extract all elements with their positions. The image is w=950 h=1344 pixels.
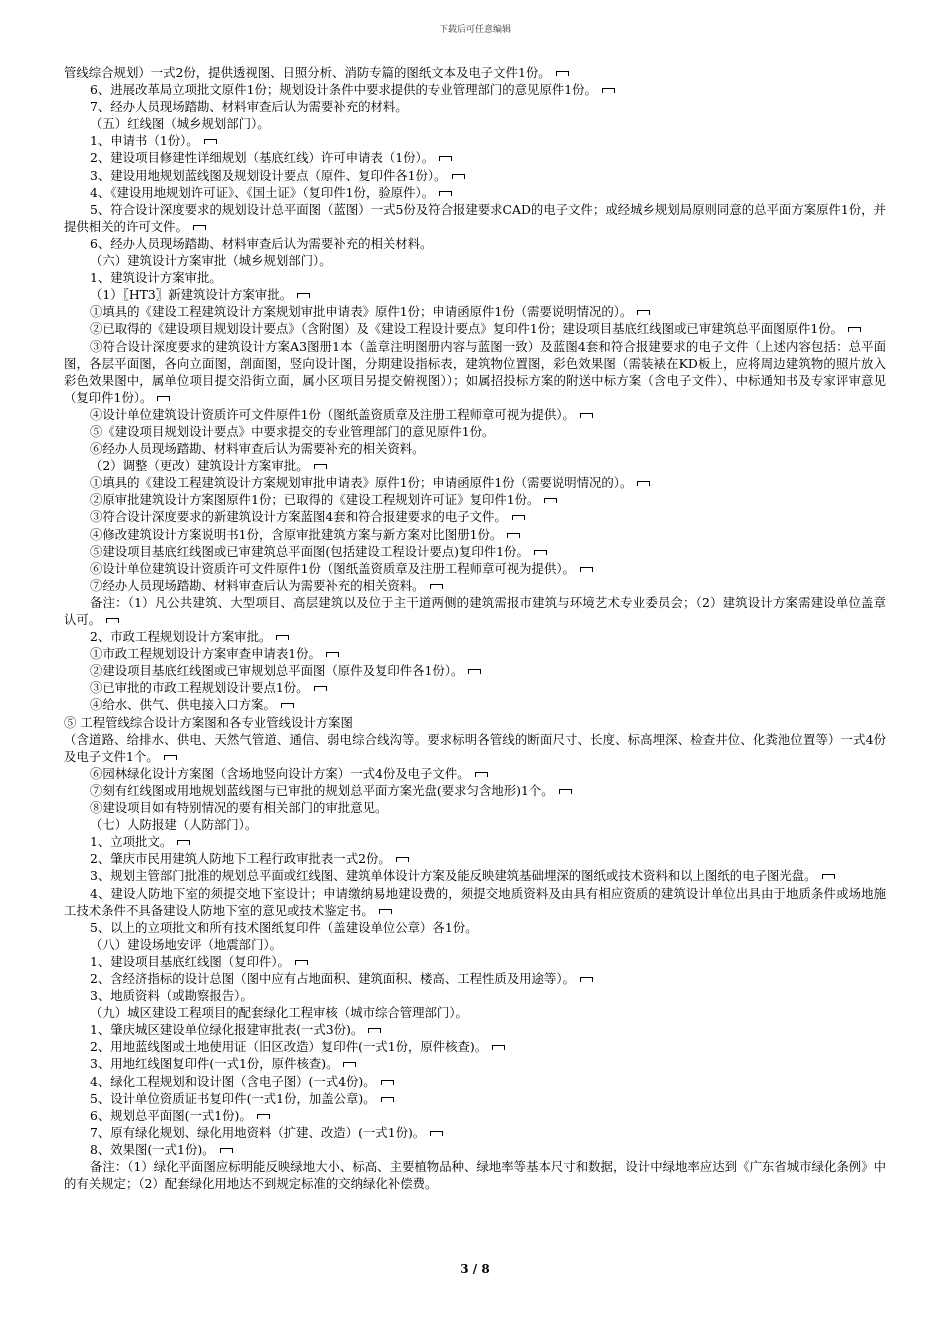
paragraph-text: ⑥设计单位建筑设计资质许可文件原件1份（图纸盖资质章及注册工程师章可视为提供）。 <box>90 560 575 576</box>
paragraph-text: 2、市政工程规划设计方案审批。 <box>90 629 272 645</box>
paragraph-mark-icon <box>157 396 170 401</box>
paragraph-text: 1、立项批文。 <box>90 834 173 850</box>
paragraph-text: 2、建设项目修建性详细规划（基底红线）许可申请表（1份）。 <box>90 150 435 166</box>
paragraph-text: 4、绿化工程规划和设计图（含电子图）(一式4份)。 <box>90 1073 376 1089</box>
paragraph <box>64 696 886 713</box>
paragraph-text: ④给水、供气、供电接入口方案。 <box>90 697 276 713</box>
paragraph-mark-icon <box>368 1028 381 1033</box>
paragraph <box>64 474 886 491</box>
paragraph-mark-icon <box>534 550 547 555</box>
paragraph <box>64 201 886 235</box>
paragraph-text: 3、建设用地规划蓝线图及规划设计要点（原件、复印件各1份）。 <box>90 167 447 183</box>
paragraph-text: ⑤《建设项目规划设计要点》中要求提交的专业管理部门的意见原件1份。 <box>90 423 495 439</box>
paragraph-text: 2、用地蓝线图或土地使用证（旧区改造）复印件(一式1份，原件核查)。 <box>90 1039 488 1055</box>
paragraph <box>64 1004 886 1021</box>
paragraph <box>64 1038 886 1055</box>
paragraph-text: （九）城区建设工程项目的配套绿化工程审核（城市综合管理部门）。 <box>90 1005 468 1021</box>
paragraph <box>64 1124 886 1141</box>
paragraph-text: 7、原有绿化规划、绿化用地资料（扩建、改造）(一式1份)。 <box>90 1124 426 1140</box>
paragraph-mark-icon <box>396 857 409 862</box>
paragraph-text: 4、《建设用地规划许可证》、《国土证》（复印件1份，验原件）。 <box>90 184 435 200</box>
paragraph <box>64 1090 886 1107</box>
paragraph-mark-icon <box>468 669 481 674</box>
paragraph-text: 3、地质资料（或勘察报告）。 <box>90 988 253 1004</box>
paragraph-mark-icon <box>193 225 206 230</box>
paragraph-mark-icon <box>507 533 520 538</box>
paragraph-mark-icon <box>343 1062 356 1067</box>
paragraph <box>64 1073 886 1090</box>
paragraph <box>64 885 886 919</box>
paragraph-mark-icon <box>637 310 650 315</box>
paragraph-text: ⑤ 工程管线综合设计方案图和各专业管线设计方案图 <box>64 714 353 730</box>
paragraph-text: ③符合设计深度要求的新建筑设计方案蓝图4套和符合报建要求的电子文件。 <box>90 509 507 525</box>
paragraph-mark-icon <box>204 139 217 144</box>
paragraph <box>64 286 886 303</box>
paragraph-text: 2、肇庆市民用建筑人防地下工程行政审批表一式2份。 <box>90 851 391 867</box>
paragraph-mark-icon <box>281 703 294 708</box>
paragraph <box>64 628 886 645</box>
paragraph <box>64 338 886 406</box>
paragraph-text: 4、建设人防地下室的须提交地下室设计；申请缴纳易地建设费的，须提交地质资料及由具有相应资质的建筑设计单位出具由于地质条件或场地施工技术条件不具备建设人防地下室的意见或技术鉴定书。 <box>64 885 886 918</box>
paragraph-mark-icon <box>257 1114 270 1119</box>
paragraph-text: ④修改建筑设计方案说明书1份，含原审批建筑方案与新方案对比图册1份。 <box>90 526 503 542</box>
paragraph <box>64 645 886 662</box>
paragraph-text: ③已审批的市政工程规划设计要点1份。 <box>90 680 309 696</box>
paragraph <box>64 440 886 457</box>
paragraph-text: （五）红线图（城乡规划部门）。 <box>90 116 270 132</box>
paragraph-mark-icon <box>492 1045 505 1050</box>
paragraph-mark-icon <box>430 1131 443 1136</box>
paragraph-text: ②已取得的《建设项目规划设计要点》（含附图）及《建设工程设计要点》复印件1份；建设项目基底红线图或已审建筑总平面图原件1份。 <box>90 321 844 337</box>
paragraph-mark-icon <box>475 772 488 777</box>
paragraph <box>64 235 886 252</box>
paragraph-text: 1、肇庆城区建设单位绿化报建审批表(一式3份)。 <box>90 1022 364 1038</box>
paragraph <box>64 731 886 765</box>
paragraph <box>64 1055 886 1072</box>
paragraph-mark-icon <box>177 840 190 845</box>
paragraph-mark-icon <box>556 71 569 76</box>
paragraph <box>64 406 886 423</box>
paragraph <box>64 98 886 115</box>
paragraph-text: 1、建筑设计方案审批。 <box>90 270 222 286</box>
paragraph-mark-icon <box>580 977 593 982</box>
paragraph <box>64 594 886 628</box>
paragraph <box>64 714 886 731</box>
paragraph <box>64 491 886 508</box>
paragraph-mark-icon <box>559 789 572 794</box>
paragraph <box>64 577 886 594</box>
paragraph-text: 3、用地红线图复印件(一式1份，原件核查)。 <box>90 1056 339 1072</box>
paragraph-mark-icon <box>602 88 615 93</box>
paragraph-text: 7、经办人员现场踏勘、材料审查后认为需要补充的材料。 <box>90 99 408 115</box>
paragraph-text: ⑧建设项目如有特别情况的要有相关部门的审批意见。 <box>90 800 388 816</box>
paragraph <box>64 662 886 679</box>
paragraph-mark-icon <box>430 584 443 589</box>
paragraph-text: 8、效果图(一式1份)。 <box>90 1141 215 1157</box>
paragraph-text: ⑦经办人员现场踏勘、材料审查后认为需要补充的相关资料。 <box>90 577 425 593</box>
paragraph-text: （六）建筑设计方案审批（城乡规划部门）。 <box>90 253 332 269</box>
paragraph-text: 备注：（1）绿化平面图应标明能反映绿地大小、标高、主要植物品种、绿地率等基本尺寸和数据，设计中绿地率应达到《广东省城市绿化条例》中的有关规定；（2）配套绿化用地达不到规定标准的交纳绿化补偿费。 <box>64 1159 886 1192</box>
paragraph-text: ⑥经办人员现场踏勘、材料审查后认为需要补充的相关资料。 <box>90 441 425 457</box>
paragraph-text: ④设计单位建筑设计资质许可文件原件1份（图纸盖资质章及注册工程师章可视为提供）。 <box>90 406 575 422</box>
page-number: 3 / 8 <box>460 1262 490 1276</box>
paragraph <box>64 867 886 884</box>
paragraph-mark-icon <box>220 1148 233 1153</box>
paragraph-mark-icon <box>326 652 339 657</box>
document-body <box>64 64 886 1192</box>
paragraph <box>64 560 886 577</box>
paragraph-mark-icon <box>314 464 327 469</box>
paragraph-text: 1、建设项目基底红线图（复印件）。 <box>90 953 290 969</box>
paragraph-mark-icon <box>452 174 465 179</box>
paragraph-text: ③符合设计深度要求的建筑设计方案A3图册1本（盖章注明图册内容与蓝图一致）及蓝图4套和符合报建要求的电子文件（上述内容包括：总平面图，各层平面图，各向立面图，剖面图，竖向设计图，分期建设指标表，建筑物位置图，彩色效果图（需装裱在KD板上，应将周边建筑物的照片放入彩色效果图中，属单位项目提交沿街立面，属小区项目另提交俯视图））；如属招投标方案的附送中标方案（含电子文件）、中标通知书及专家评审意见（复印件1份）。 <box>64 338 886 405</box>
paragraph <box>64 167 886 184</box>
paragraph-mark-icon <box>276 635 289 640</box>
paragraph <box>64 508 886 525</box>
paragraph-mark-icon <box>297 293 310 298</box>
paragraph <box>64 919 886 936</box>
paragraph-text: ①填具的《建设工程建筑设计方案规划审批申请表》原件1份；申请函原件1份（需要说明情况的）。 <box>90 304 633 320</box>
paragraph-mark-icon <box>822 874 835 879</box>
paragraph-text: 6、进展改革局立项批文原件1份；规划设计条件中要求提供的专业管理部门的意见原件1份。 <box>90 82 597 98</box>
paragraph <box>64 269 886 286</box>
paragraph-text: （含道路、给排水、供电、天然气管道、通信、弱电综合线沟等。要求标明各管线的断面尺寸、长度、标高埋深、检查井位、化粪池位置等）一式4份及电子文件1个。 <box>64 731 886 764</box>
paragraph <box>64 303 886 320</box>
paragraph-mark-icon <box>439 191 452 196</box>
paragraph-mark-icon <box>314 686 327 691</box>
paragraph-text: 6、经办人员现场踏勘、材料审查后认为需要补充的相关材料。 <box>90 235 433 251</box>
paragraph-mark-icon <box>512 515 525 520</box>
paragraph <box>64 1158 886 1192</box>
paragraph-text: ⑦刻有红线图或用地规划蓝线图与已审批的规划总平面方案光盘(要求匀含地形)1个。 <box>90 782 554 798</box>
paragraph-mark-icon <box>580 567 593 572</box>
paragraph-text: 备注：（1）凡公共建筑、大型项目、高层建筑以及位于主干道两侧的建筑需报市建筑与环境艺术专业委员会；（2）建筑设计方案需建设单位盖章认可。 <box>64 594 886 627</box>
paragraph-text: 2、含经济指标的设计总图（图中应有占地面积、建筑面积、楼高、工程性质及用途等）。 <box>90 970 575 986</box>
paragraph <box>64 987 886 1004</box>
paragraph <box>64 833 886 850</box>
paragraph <box>64 320 886 337</box>
paragraph <box>64 64 886 81</box>
paragraph-mark-icon <box>580 413 593 418</box>
paragraph <box>64 1021 886 1038</box>
paragraph-mark-icon <box>381 1097 394 1102</box>
paragraph <box>64 526 886 543</box>
paragraph-text: （七）人防报建（人防部门）。 <box>90 817 258 833</box>
paragraph-mark-icon <box>848 327 861 332</box>
paragraph <box>64 1107 886 1124</box>
paragraph-mark-icon <box>106 618 119 623</box>
paragraph <box>64 953 886 970</box>
paragraph <box>64 149 886 166</box>
paragraph-text: ②建设项目基底红线图或已审规划总平面图（原件及复印件各1份）。 <box>90 663 464 679</box>
paragraph-text: （2）调整（更改）建筑设计方案审批。 <box>90 458 309 474</box>
paragraph <box>64 799 886 816</box>
paragraph-mark-icon <box>637 481 650 486</box>
paragraph-text: 管线综合规划）一式2份，提供透视图、日照分析、消防专篇的图纸文本及电子文件1份。 <box>64 65 551 80</box>
paragraph <box>64 679 886 696</box>
paragraph-mark-icon <box>439 156 452 161</box>
paragraph <box>64 81 886 98</box>
paragraph <box>64 1141 886 1158</box>
paragraph <box>64 252 886 269</box>
paragraph-text: ①填具的《建设工程建筑设计方案规划审批申请表》原件1份；申请函原件1份（需要说明情况的）。 <box>90 475 633 491</box>
paragraph <box>64 782 886 799</box>
paragraph-text: 3、规划主管部门批准的规划总平面或红线图、建筑单体设计方案及能反映建筑基础埋深的图纸或技术资料和以上图纸的电子图光盘。 <box>90 868 817 884</box>
paragraph-text: 5、符合设计深度要求的规划设计总平面图（蓝图）一式5份及符合报建要求CAD的电子文件；或经城乡规划局原则同意的总平面方案原件1份，并提供相关的许可文件。 <box>64 201 886 234</box>
page-header: 下载后可任意编辑 <box>438 25 511 35</box>
paragraph <box>64 765 886 782</box>
paragraph <box>64 816 886 833</box>
paragraph-text: 1、申请书（1份）。 <box>90 133 199 149</box>
paragraph <box>64 970 886 987</box>
paragraph <box>64 457 886 474</box>
paragraph-text: ⑤建设项目基底红线图或已审建筑总平面图(包括建设工程设计要点)复印件1份。 <box>90 543 529 559</box>
paragraph-text: ①市政工程规划设计方案审查申请表1份。 <box>90 646 321 662</box>
paragraph-text: 5、设计单位资质证书复印件(一式1份，加盖公章)。 <box>90 1090 376 1106</box>
paragraph-text: （1）〖HT3〗新建筑设计方案审批。 <box>90 287 293 303</box>
paragraph-mark-icon <box>381 1080 394 1085</box>
paragraph-text: 6、规划总平面图(一式1份)。 <box>90 1107 252 1123</box>
paragraph <box>64 423 886 440</box>
paragraph-mark-icon <box>544 498 557 503</box>
paragraph-text: ②原审批建筑设计方案图原件1份；已取得的《建设工程规划许可证》复印件1份。 <box>90 492 540 508</box>
paragraph <box>64 115 886 132</box>
paragraph-text: ⑥园林绿化设计方案图（含场地竖向设计方案）一式4份及电子文件。 <box>90 765 470 781</box>
paragraph <box>64 850 886 867</box>
paragraph-mark-icon <box>379 909 392 914</box>
paragraph-mark-icon <box>164 755 177 760</box>
paragraph <box>64 543 886 560</box>
paragraph-mark-icon <box>295 960 308 965</box>
paragraph <box>64 936 886 953</box>
paragraph-text: （八）建设场地安评（地震部门）。 <box>90 936 283 952</box>
paragraph <box>64 184 886 201</box>
paragraph <box>64 132 886 149</box>
paragraph-text: 5、以上的立项批文和所有技术图纸复印件（盖建设单位公章）各1份。 <box>90 919 478 935</box>
